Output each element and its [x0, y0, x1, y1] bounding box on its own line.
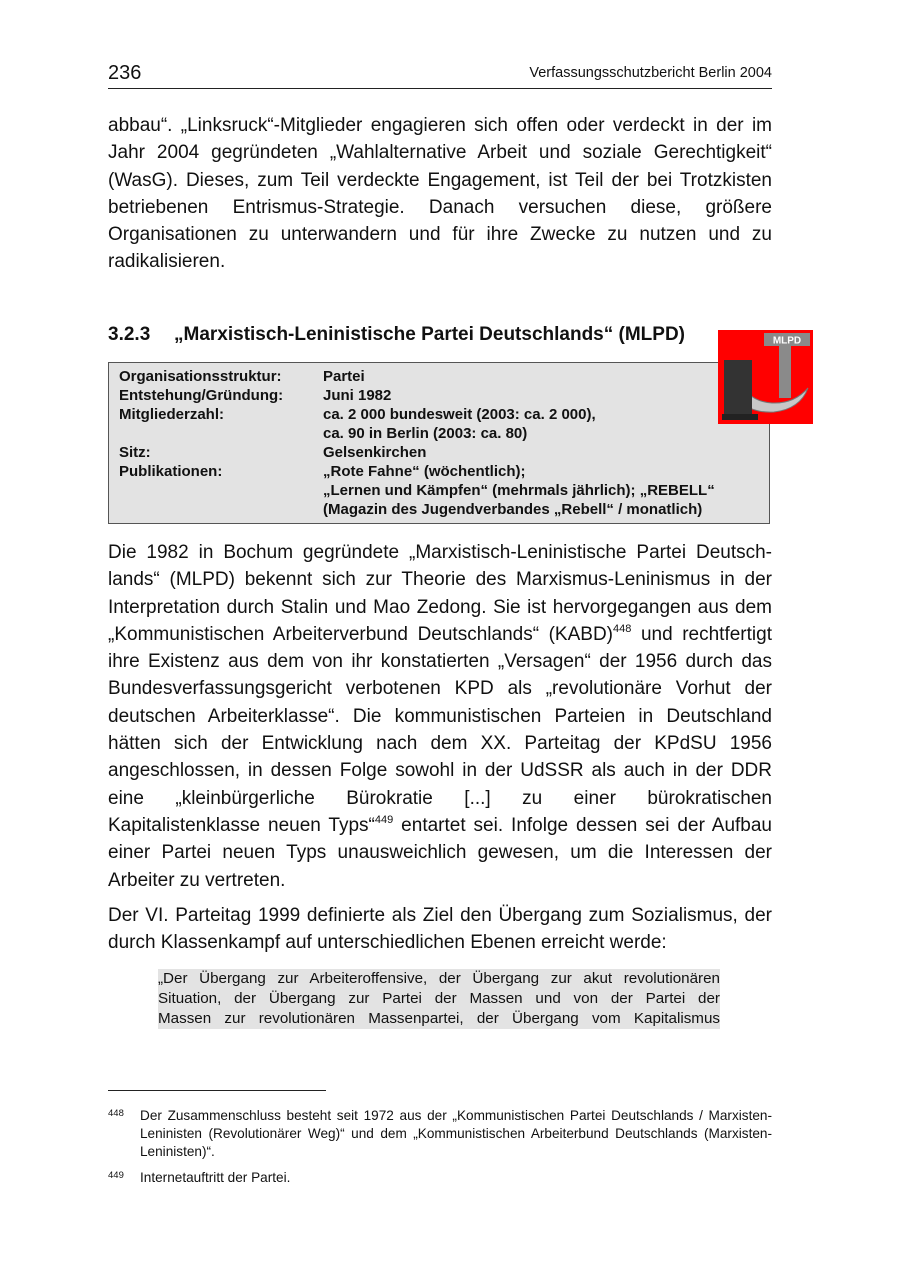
info-label: Organisationsstruktur:	[119, 368, 282, 385]
info-label: Mitgliederzahl:	[119, 406, 225, 423]
quote-line: Massen zur revolutionären Massenpartei, der Übergang vom Kapitalismus	[158, 1010, 720, 1027]
info-label: Entstehung/Gründung:	[119, 387, 284, 404]
paragraph-text: entartet sei. Infolge dessen sei der Aufbau einer Partei neuen Typs unausweichlich gewesen, um die Interessen der Arbeiter zu vertreten.	[108, 814, 772, 891]
info-value: „Rote Fahne“ (wöchentlich);	[323, 463, 526, 480]
page-header	[108, 62, 772, 89]
section-title: „Marxistisch-Leninistische Partei Deutschlands“ (MLPD)	[174, 324, 686, 345]
footnote-text: Internetauftritt der Partei.	[140, 1170, 291, 1185]
party-congress-paragraph: Der VI. Parteitag 1999 definierte als Ziel den Übergang zum Sozialismus, der durch Klassenkampf auf unterschiedlichen Ebenen erreicht werde:	[108, 905, 772, 954]
quote-line: „Der Übergang zur Arbeiteroffensive, der Übergang zur akut revolutionären	[158, 970, 720, 987]
footnote-divider	[108, 1090, 326, 1091]
footnote	[108, 1169, 772, 1187]
footnote-reference[interactable]: 449	[374, 813, 394, 826]
info-value: Gelsenkirchen	[323, 444, 427, 461]
section-heading	[108, 324, 685, 346]
organisation-infobox	[108, 362, 770, 524]
mlpd-logo	[718, 330, 813, 424]
info-value: ca. 90 in Berlin (2003: ca. 80)	[323, 425, 528, 442]
footnote-text: Der Zusammenschluss besteht seit 1972 aus der „Kommunistischen Partei Deutschlands / Marxisten-Leninisten (Revolutionärer Weg)“ und dem „Kommunistischen Arbeiterbund Deutschlands (Marxisten-Leninisten)“.	[140, 1108, 772, 1159]
quote-line: Situation, der Übergang zur Partei der Massen und von der Partei der	[158, 990, 720, 1007]
info-label: Sitz:	[119, 444, 151, 461]
block-quote	[158, 969, 720, 1029]
footnote	[108, 1107, 772, 1161]
info-label: Publikationen:	[119, 463, 223, 480]
mlpd-description-paragraph	[108, 539, 772, 894]
footnote-number: 449	[108, 1170, 124, 1181]
running-title: Verfassungsschutzbericht Berlin 2004	[529, 65, 772, 81]
hammer-sickle-icon	[718, 330, 813, 424]
footnote-number: 448	[108, 1108, 124, 1119]
footnote-reference[interactable]: 448	[613, 622, 632, 635]
info-value: „Lernen und Kämpfen“ (mehrmals jährlich); „REBELL“	[323, 482, 715, 499]
logo-text: MLPD	[772, 335, 802, 347]
paragraph-text: und rechtfertigt ihre Existenz aus dem von ihr konstatierten „Versagen“ der 1956 durch das Bundesverfassungsgericht verbotenen KPD als „revolutionäre Vorhut der deutschen Arbeiterklasse“. Die kommunistischen Parteien in Deutschland hätten sich der Entwicklung nach dem XX. Parteitag der KPdSU 1956 angeschlossen, in dessen Folge sowohl in der UdSSR als auch in der DDR eine „kleinbürgerliche Bürokratie [...] zu einer bürokratischen Kapitalistenklasse neuen Typs“	[108, 623, 772, 836]
info-value: Juni 1982	[323, 387, 392, 404]
paragraph-text: Die 1982 in Bochum gegründete „Marxistisch-Leninistische Partei Deutschlands“ (MLPD) bekennt sich zur Theorie des Marxismus-Leninismus in der Interpretation durch Stalin und Mao Zedong. Sie ist hervorgegangen aus dem „Kommunistischen Arbeiterverbund Deutschlands“ (KABD)	[108, 542, 772, 645]
info-value: ca. 2 000 bundesweit (2003: ca. 2 000),	[323, 406, 596, 423]
page-number: 236	[108, 62, 142, 84]
info-value: Partei	[323, 368, 365, 385]
intro-paragraph: abbau“. „Linksruck“-Mitglieder engagieren sich offen oder verdeckt in der im Jahr 2004 gegründeten „Wahlalternative Arbeit und soziale Gerechtigkeit“ (WasG). Dieses, zum Teil verdeckte Engagement, ist Teil der bei Trotzkisten betriebenen Entrismus-Strategie. Danach versuchen diese, größere Organisationen zu unterwandern und für ihre Zwecke zu nutzen und zu radikalisieren.	[108, 115, 772, 273]
info-value: (Magazin des Jugendverbandes „Rebell“ / monatlich)	[323, 501, 703, 518]
section-number: 3.2.3	[108, 324, 151, 345]
